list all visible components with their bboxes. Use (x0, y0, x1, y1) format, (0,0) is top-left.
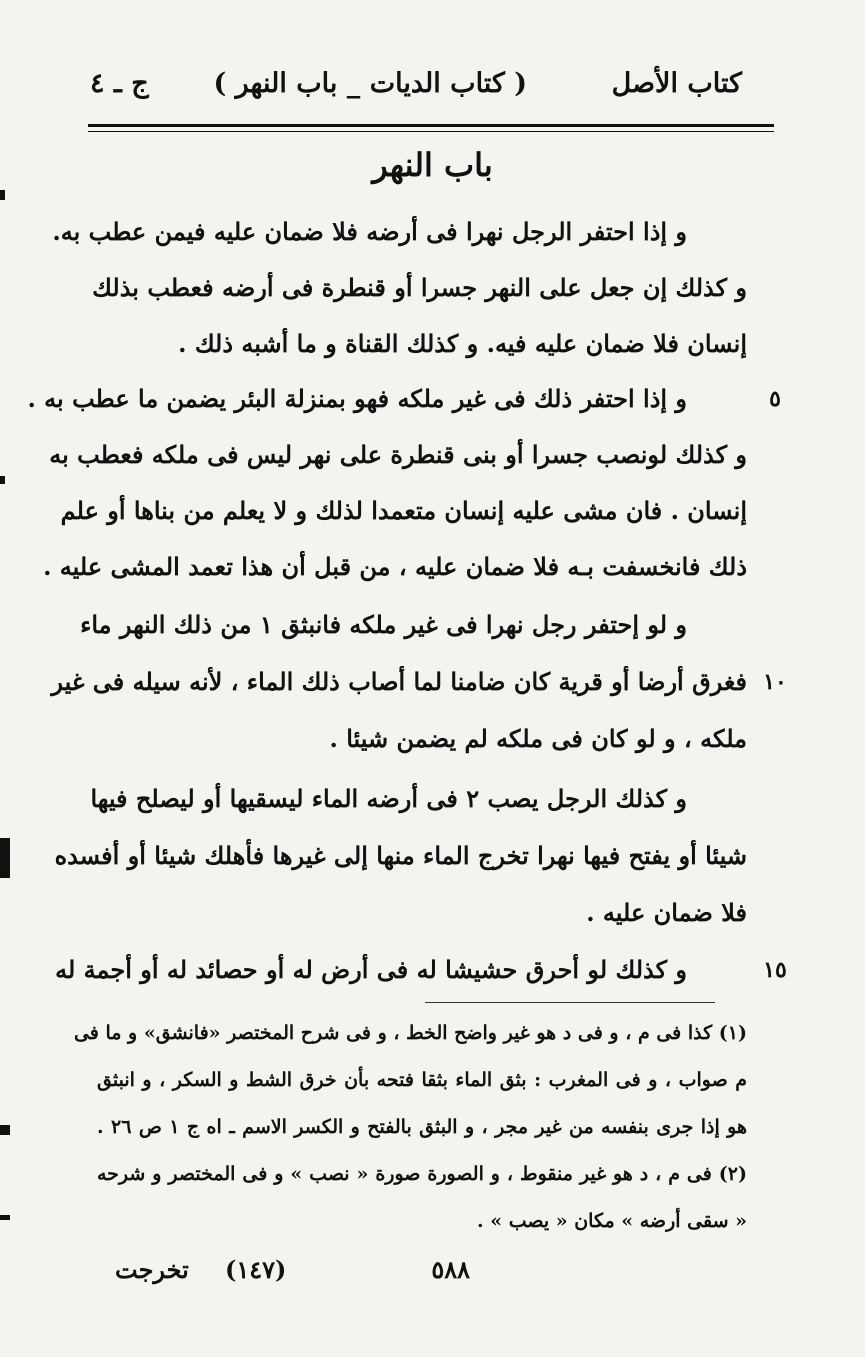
page-number: ٥٨٨ (431, 1255, 470, 1284)
body-line: فغرق أرضا أو قرية كان ضامنا لما أصاب ذلك الماء ، لأنه سيله فى غير (51, 667, 747, 696)
body-line: إنسان فلا ضمان عليه فيه. و كذلك القناة و ما أشبه ذلك . (178, 329, 747, 358)
footnote-line: (٢) فى م ، د هو غير منقوط ، و الصورة صورة « نصب » و فى المختصر و شرحه (97, 1163, 747, 1185)
scan-edge-mark (0, 190, 5, 200)
line-number: ١٠ (763, 669, 787, 695)
signature-mark: تخرجت (115, 1255, 189, 1284)
header-rule-thick (88, 124, 774, 127)
scan-edge-mark (0, 838, 10, 878)
body-line: شيئا أو يفتح فيها نهرا تخرج الماء منها إلى غيرها فأهلك شيئا أو أفسده (54, 841, 747, 870)
scan-edge-mark (0, 1125, 10, 1135)
scan-edge-mark (0, 1215, 10, 1220)
line-number: ٥ (769, 386, 781, 412)
footnote-line: هو إذا جرى بنفسه من غير مجر ، و البثق بالفتح و الكسر الاسم ـ اه ج ١ ص ٢٦ . (97, 1116, 747, 1138)
footnote-line: م صواب ، و فى المغرب : بثق الماء بثقا فتحه بأن خرق الشط و السكر ، و انبثق (97, 1069, 747, 1091)
body-line: و كذلك لونصب جسرا أو بنى قنطرة على نهر ليس فى ملكه فعطب به (49, 440, 747, 469)
body-line: و لو إحتفر رجل نهرا فى غير ملكه فانبثق ١ من ذلك النهر ماء (80, 610, 687, 639)
header-book-title: كتاب الأصل (611, 68, 742, 99)
body-line: ذلك فانخسفت بـه فلا ضمان عليه ، من قبل أن هذا تعمد المشى عليه . (43, 552, 747, 581)
header-volume: ج ـ ٤ (90, 68, 149, 99)
header-rule-thin (88, 131, 774, 132)
body-line: فلا ضمان عليه . (586, 898, 747, 927)
scan-edge-mark (0, 476, 5, 484)
body-line: إنسان . فان مشى عليه إنسان متعمدا لذلك و لا يعلم من بناها أو علم (60, 496, 747, 525)
sheet-number: (١٤٧) (225, 1255, 287, 1284)
body-line: و إذا احتفر ذلك فى غير ملكه فهو بمنزلة البئر يضمن ما عطب به . (27, 384, 687, 413)
body-line: و كذلك لو أحرق حشيشا له فى أرض له أو حصائد له أو أجمة له (55, 955, 687, 984)
footnote-line: « سقى أرضه » مكان « يصب » . (476, 1210, 747, 1232)
body-line: ملكه ، و لو كان فى ملكه لم يضمن شيئا . (329, 724, 747, 753)
body-line: و كذلك الرجل يصب ٢ فى أرضه الماء ليسقيها أو ليصلح فيها (90, 784, 687, 813)
footnote-line: (١) كذا فى م ، و فى د هو غير واضح الخط ، و فى شرح المختصر «فانشق» و ما فى (73, 1022, 747, 1044)
footnote-rule (425, 1002, 715, 1003)
chapter-title: باب النهر (372, 146, 493, 184)
body-line: و كذلك إن جعل على النهر جسرا أو قنطرة فى أرضه فعطب بذلك (92, 273, 747, 302)
body-line: و إذا احتفر الرجل نهرا فى أرضه فلا ضمان عليه فيمن عطب به. (52, 217, 687, 246)
header-section: ( كتاب الديات _ باب النهر ) (213, 68, 527, 99)
line-number: ١٥ (763, 957, 787, 983)
running-header (90, 68, 742, 112)
